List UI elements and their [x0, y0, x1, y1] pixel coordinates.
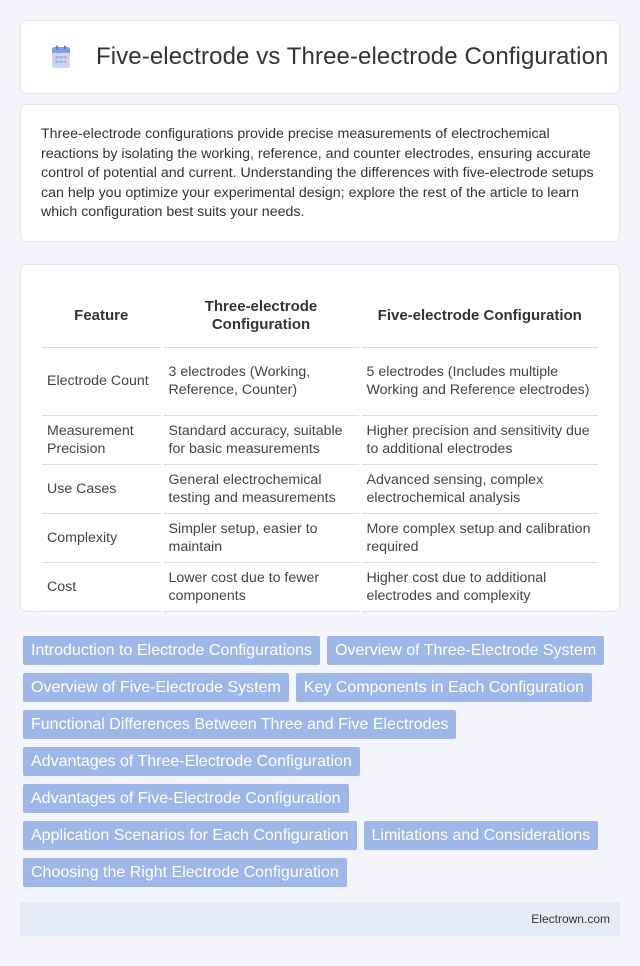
intro-text: Three-electrode configurations provide precise measurements of electrochemical reactions by isolating the working, reference, and counter electrodes, ensuring accurate control of potential and current. Understanding the differences with five-electrode setups can help you optimize your experimental design; explore the rest of the article to learn which configuration best suits your needs. — [41, 126, 594, 221]
table-cell: General electrochemical testing and measurements — [162, 464, 360, 513]
tag-advantages-five[interactable]: Advantages of Five-Electrode Configuration — [23, 784, 349, 813]
tag-application-scenarios[interactable]: Application Scenarios for Each Configuration — [23, 821, 357, 850]
table-cell: Cost — [42, 562, 162, 611]
comparison-table-card — [20, 264, 620, 612]
table-cell: Standard accuracy, suitable for basic measurements — [162, 415, 360, 464]
table-row — [42, 347, 598, 415]
table-row — [42, 513, 598, 562]
tag-overview-three[interactable]: Overview of Three-Electrode System — [327, 636, 604, 665]
tag-overview-five[interactable]: Overview of Five-Electrode System — [23, 673, 289, 702]
table-cell: Advanced sensing, complex electrochemical analysis — [360, 464, 598, 513]
table-cell: More complex setup and calibration required — [360, 513, 598, 562]
table-cell: Simpler setup, easier to maintain — [162, 513, 360, 562]
table-cell: Measurement Precision — [42, 415, 162, 464]
table-cell: Lower cost due to fewer components — [162, 562, 360, 611]
tag-functional-differences[interactable]: Functional Differences Between Three and Five Electrodes — [23, 710, 456, 739]
tag-introduction[interactable]: Introduction to Electrode Configurations — [23, 636, 320, 665]
page-title: Five-electrode vs Three-electrode Configuration — [96, 43, 609, 70]
header-three-electrode: Three-electrode Configuration — [162, 285, 360, 347]
intro-card — [20, 104, 620, 242]
tag-key-components[interactable]: Key Components in Each Configuration — [296, 673, 592, 702]
comparison-table — [42, 285, 598, 612]
table-cell: 5 electrodes (Includes multiple Working and Reference electrodes) — [360, 347, 598, 415]
header-feature: Feature — [42, 285, 162, 347]
table-cell: Complexity — [42, 513, 162, 562]
table-row — [42, 415, 598, 464]
tag-choosing[interactable]: Choosing the Right Electrode Configuration — [23, 858, 347, 887]
topic-tags — [23, 636, 613, 887]
header-five-electrode: Five-electrode Configuration — [360, 285, 598, 347]
tag-advantages-three[interactable]: Advantages of Three-Electrode Configuration — [23, 747, 360, 776]
footer — [20, 902, 620, 936]
table-cell: Use Cases — [42, 464, 162, 513]
table-row — [42, 464, 598, 513]
document-icon — [48, 44, 74, 70]
table-cell: 3 electrodes (Working, Reference, Counter) — [162, 347, 360, 415]
footer-site[interactable]: Electrown.com — [531, 912, 610, 926]
tag-limitations[interactable]: Limitations and Considerations — [364, 821, 599, 850]
table-cell: Higher cost due to additional electrodes and complexity — [360, 562, 598, 611]
table-row — [42, 562, 598, 611]
table-cell: Electrode Count — [42, 347, 162, 415]
table-cell: Higher precision and sensitivity due to additional electrodes — [360, 415, 598, 464]
header-card — [20, 20, 620, 94]
table-header-row — [42, 285, 598, 347]
